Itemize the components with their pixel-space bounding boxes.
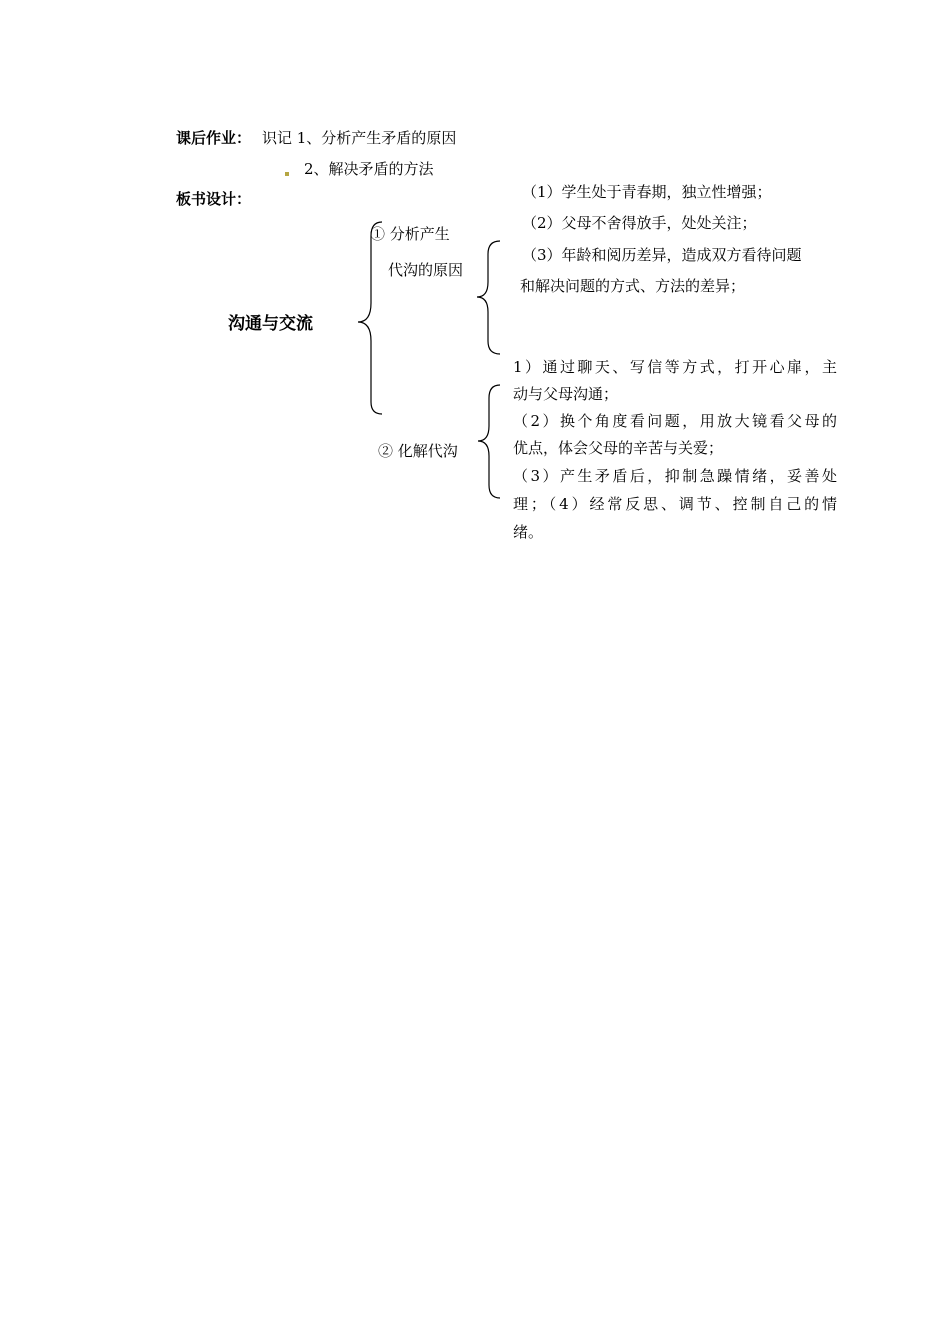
method-point-1: 1）通过聊天、写信等方式，打开心扉，主 xyxy=(513,358,837,376)
branch2-label: ② 化解代沟 xyxy=(378,442,458,460)
branch1-line1: ① 分析产生 xyxy=(370,225,450,243)
reason-point-1: （1）学生处于青春期，独立性增强； xyxy=(522,183,772,201)
method-point-4-cont: 绪。 xyxy=(513,523,544,541)
method-point-3-cont: 理；（4）经常反思、调节、控制自己的情 xyxy=(513,495,837,513)
method-point-3: （3）产生矛盾后，抑制急躁情绪，妥善处 xyxy=(513,467,837,485)
reason-point-3: （3）年龄和阅历差异，造成双方看待问题 xyxy=(522,246,802,264)
method-point-1-cont: 动与父母沟通； xyxy=(513,385,619,403)
main-brace xyxy=(358,222,382,414)
homework-item-2: 2、解决矛盾的方法 xyxy=(304,160,434,178)
homework-item-1: 识记 1、分析产生矛盾的原因 xyxy=(262,129,457,147)
board-label: 板书设计： xyxy=(176,190,252,208)
reason-point-2: （2）父母不舍得放手，处处关注； xyxy=(522,214,757,232)
homework-label: 课后作业： xyxy=(176,129,252,147)
bullet-dot xyxy=(285,172,289,176)
reason-point-3-cont: 和解决问题的方式、方法的差异； xyxy=(520,277,746,295)
methods-brace xyxy=(478,385,500,498)
method-point-2-cont: 优点，体会父母的辛苦与关爱； xyxy=(513,439,724,457)
method-point-2: （2）换个角度看问题，用放大镜看父母的 xyxy=(513,412,837,430)
main-topic: 沟通与交流 xyxy=(228,314,313,334)
branch1-line2: 代沟的原因 xyxy=(388,261,464,279)
reasons-brace xyxy=(477,241,500,354)
